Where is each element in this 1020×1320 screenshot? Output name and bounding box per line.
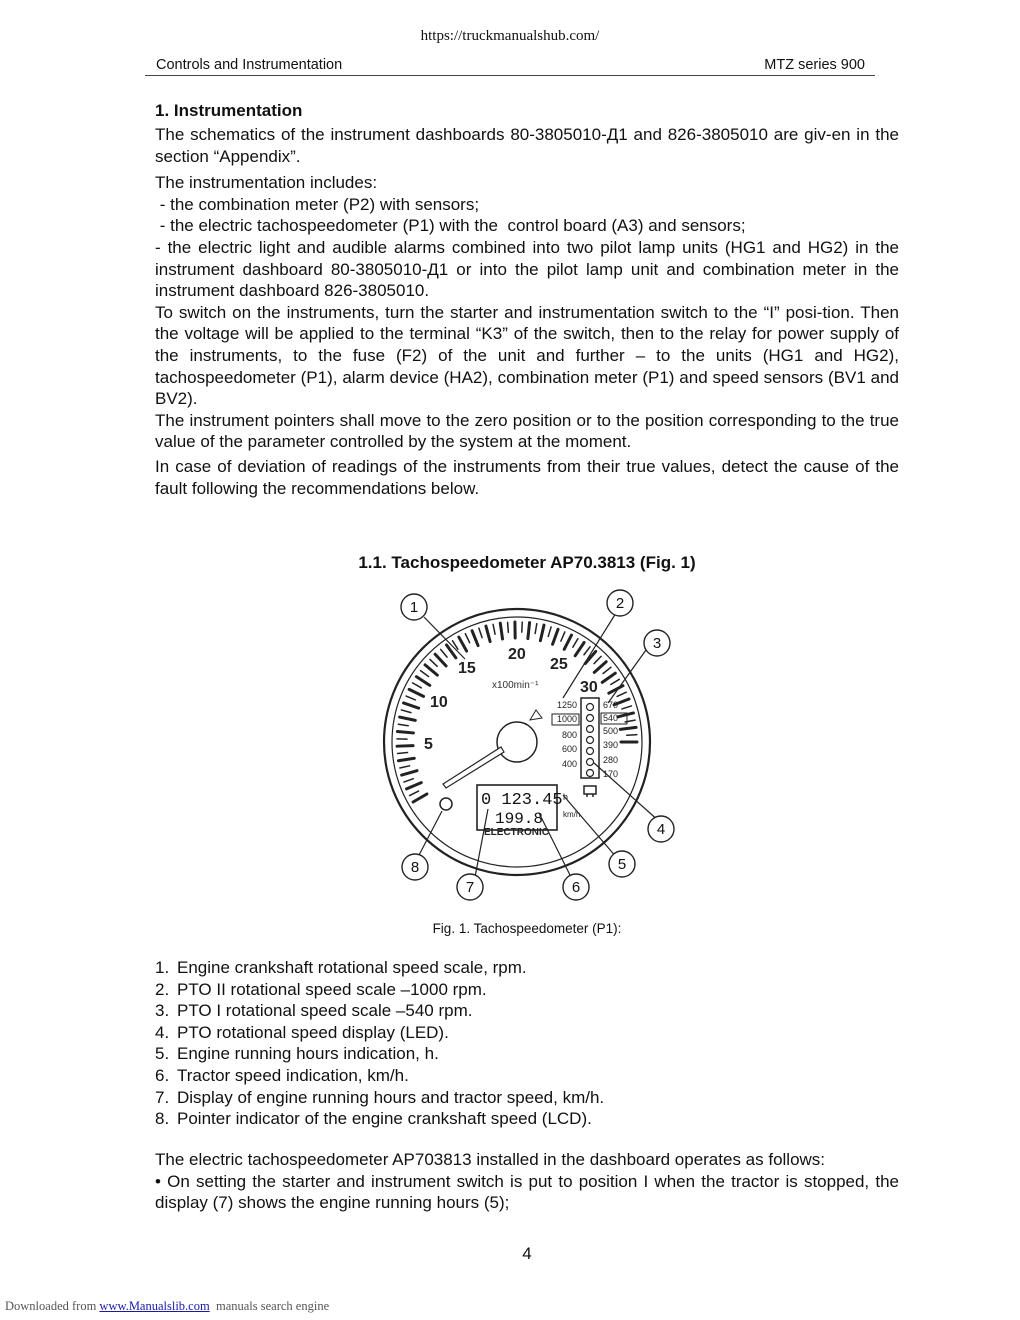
pto-scale-label: 500 bbox=[603, 726, 619, 736]
page-title: 1. Instrumentation bbox=[155, 101, 303, 120]
scale-tick bbox=[573, 639, 578, 648]
scale-tick bbox=[407, 783, 422, 789]
list-item: 8. Pointer indicator of the engine crankshaft speed (LCD). bbox=[155, 1109, 592, 1129]
list-item: 2. PTO II rotational speed scale –1000 rpm. bbox=[155, 979, 487, 999]
legend-list bbox=[155, 957, 899, 1130]
scale-tick bbox=[627, 735, 637, 736]
paragraph: • On setting the starter and instrument switch is put to position I when the tractor is stopped, the display (7) shows the engine running hours (5); bbox=[155, 1171, 899, 1213]
scale-tick bbox=[401, 710, 411, 713]
pto-scale-label: 280 bbox=[603, 755, 619, 765]
scale-tick bbox=[508, 622, 509, 632]
callout-number: 1 bbox=[409, 599, 419, 616]
paragraph: To switch on the instruments, turn the starter and instrumentation switch to the “I” posi-tion. Then the voltage will be applied to the terminal “K3” of the switch, then to the relay for power supply of the instruments, to the fuse (F2) of the unit and further – to the units (HG1 and HG2), tachospeedometer (P1), alarm device (HA2), combination meter (P1) and speed sensors (BV1 and BV2). bbox=[155, 302, 899, 409]
scale-tick bbox=[398, 758, 414, 761]
pto-led bbox=[587, 704, 594, 711]
scale-tick bbox=[493, 624, 495, 634]
scale-tick bbox=[397, 746, 413, 747]
pto-pointer bbox=[530, 710, 542, 720]
pto-scale-label: 170 bbox=[603, 769, 619, 779]
scale-tick bbox=[425, 665, 437, 675]
pto-led bbox=[587, 737, 594, 744]
scale-label: 15 bbox=[458, 660, 476, 677]
scale-tick bbox=[564, 635, 571, 649]
pto-scale-label: 1000 bbox=[556, 714, 577, 724]
scale-tick bbox=[611, 679, 620, 684]
scale-tick bbox=[548, 627, 551, 637]
callout-number: 6 bbox=[571, 879, 581, 896]
pointer-needle bbox=[443, 747, 504, 788]
scale-tick bbox=[465, 634, 469, 643]
footer-text: Downloaded from bbox=[5, 1299, 100, 1313]
callout-number: 8 bbox=[410, 859, 420, 876]
pto-led bbox=[587, 726, 594, 733]
scale-tick bbox=[421, 671, 429, 677]
header-series: MTZ series 900 bbox=[764, 57, 865, 73]
scale-tick bbox=[584, 647, 590, 655]
lcd-indicator-icon bbox=[440, 798, 452, 810]
pto-scale-label: 390 bbox=[603, 740, 619, 750]
tachospeedometer-figure bbox=[380, 587, 690, 907]
paragraph: In case of deviation of readings of the instruments from their true values, detect the cause of the fault following the recommendations below. bbox=[155, 456, 899, 498]
scale-tick bbox=[575, 643, 584, 656]
scale-tick bbox=[500, 623, 502, 639]
callout-number: 4 bbox=[656, 821, 666, 838]
scale-tick bbox=[620, 727, 636, 729]
scale-tick bbox=[430, 659, 437, 666]
pto-scale-label: 600 bbox=[561, 744, 577, 754]
scale-label: 10 bbox=[430, 694, 448, 711]
source-url: https://truckmanualshub.com/ bbox=[420, 28, 600, 44]
scale-label: 20 bbox=[508, 646, 526, 663]
scale-tick bbox=[594, 656, 601, 663]
section-title: 1.1. Tachospeedometer AP70.3813 (Fig. 1) bbox=[358, 553, 696, 572]
scale-tick bbox=[528, 623, 530, 639]
speed-unit: km/h bbox=[563, 810, 581, 819]
scale-tick bbox=[459, 637, 467, 651]
figure-caption: Fig. 1. Tachospeedometer (P1): bbox=[432, 921, 622, 936]
scale-tick bbox=[416, 677, 429, 686]
scale-tick bbox=[479, 628, 482, 637]
scale-label: 25 bbox=[550, 656, 568, 673]
pto-led bbox=[587, 748, 594, 755]
scale-tick bbox=[400, 717, 416, 720]
scale-tick bbox=[413, 683, 422, 688]
scale-tick bbox=[406, 696, 415, 700]
page-number: 4 bbox=[522, 1244, 532, 1263]
scale-tick bbox=[400, 766, 410, 768]
scale-tick bbox=[472, 631, 478, 646]
scale-tick bbox=[398, 753, 408, 754]
pto-led bbox=[587, 715, 594, 722]
scale-tick bbox=[617, 692, 626, 696]
callout-number: 5 bbox=[617, 856, 627, 873]
paragraph: The instrument pointers shall move to the zero position or to the position corresponding to the true value of the parameter controlled by the system at the moment. bbox=[155, 410, 899, 452]
scale-tick bbox=[413, 794, 427, 802]
footer-text: manuals search engine bbox=[209, 1299, 330, 1313]
paragraph: The instrumentation includes: bbox=[155, 173, 378, 193]
hours-unit: h bbox=[563, 792, 569, 802]
hub bbox=[497, 722, 537, 762]
scale-tick bbox=[404, 703, 419, 708]
list-line: - the electric tachospeedometer (P1) with the control board (A3) and sensors; bbox=[155, 216, 746, 236]
header-section-title: Controls and Instrumentation bbox=[156, 57, 343, 73]
list-item: 7. Display of engine running hours and tractor speed, km/h. bbox=[155, 1087, 605, 1107]
scale-tick bbox=[398, 724, 408, 725]
scale-tick bbox=[441, 649, 447, 657]
paragraph: The schematics of the instrument dashboards 80-3805010-Д1 and 826-3805010 are giv-en in the section “Appendix”. bbox=[155, 125, 899, 166]
list-line: - the combination meter (P2) with sensors; bbox=[155, 194, 480, 214]
scale-unit-label: x100min⁻¹ bbox=[492, 680, 539, 691]
pto-scale-label: 670 bbox=[603, 700, 619, 710]
speed-reading: 199.8 bbox=[495, 810, 544, 828]
callout-number: 3 bbox=[652, 635, 662, 652]
scale-tick bbox=[409, 689, 423, 696]
scale-tick bbox=[397, 732, 413, 733]
pto-scale-label: 800 bbox=[561, 730, 577, 740]
leader-line bbox=[594, 763, 660, 822]
scale-tick bbox=[602, 673, 615, 682]
download-footer bbox=[5, 1299, 329, 1314]
scale-tick bbox=[446, 645, 455, 658]
list-item: 5. Engine running hours indication, h. bbox=[155, 1044, 439, 1064]
pto-scale-label: 540 bbox=[603, 713, 619, 723]
paragraph: The electric tachospeedometer AP703813 installed in the dashboard operates as follows: bbox=[155, 1150, 826, 1169]
scale-tick bbox=[410, 791, 419, 795]
scale-label: 30 bbox=[580, 679, 598, 696]
scale-tick bbox=[453, 641, 458, 649]
scale-tick bbox=[553, 629, 558, 644]
scale-tick bbox=[404, 779, 413, 782]
scale-tick bbox=[618, 713, 634, 717]
pto-icon bbox=[584, 786, 596, 797]
hours-reading: 0 123.45 bbox=[481, 791, 563, 810]
scale-tick bbox=[540, 625, 544, 641]
list-item: 1. Engine crankshaft rotational speed scale, rpm. bbox=[155, 958, 527, 977]
scale-tick bbox=[603, 667, 611, 673]
list-item: 3. PTO I rotational speed scale –540 rpm. bbox=[155, 1001, 473, 1021]
scale-tick bbox=[561, 632, 565, 641]
header-rule bbox=[145, 75, 875, 76]
pto-scale-label: 400 bbox=[561, 759, 577, 769]
closing-text bbox=[155, 1149, 899, 1214]
scale-tick bbox=[535, 624, 537, 634]
list-item: 6. Tractor speed indication, km/h. bbox=[155, 1065, 409, 1085]
scale-tick bbox=[402, 771, 417, 775]
list-item: 4. PTO rotational speed display (LED). bbox=[155, 1022, 449, 1042]
scale-tick bbox=[622, 706, 632, 709]
scale-tick bbox=[594, 662, 606, 673]
manualslib-link[interactable]: www.Manualslib.com bbox=[99, 1299, 210, 1313]
pto-led bbox=[587, 770, 594, 777]
list-line: - the electric light and audible alarms combined into two pilot lamp units (HG1 and HG2) in the instrument dashboard 80-3805010-Д1 or into the pilot lamp unit and combination meter in the instrument dashboard 826-3805010. bbox=[155, 237, 899, 301]
scale-tick bbox=[486, 626, 490, 641]
brand-label: ELECTRONIC bbox=[484, 827, 549, 838]
pto-led bbox=[587, 759, 594, 766]
intro-text bbox=[155, 124, 899, 499]
scale-label: 5 bbox=[424, 736, 433, 753]
pto-scale-label: 1250 bbox=[556, 700, 577, 710]
callout-number: 2 bbox=[615, 595, 625, 612]
callout-number: 7 bbox=[465, 879, 475, 896]
scale-tick bbox=[435, 654, 446, 666]
